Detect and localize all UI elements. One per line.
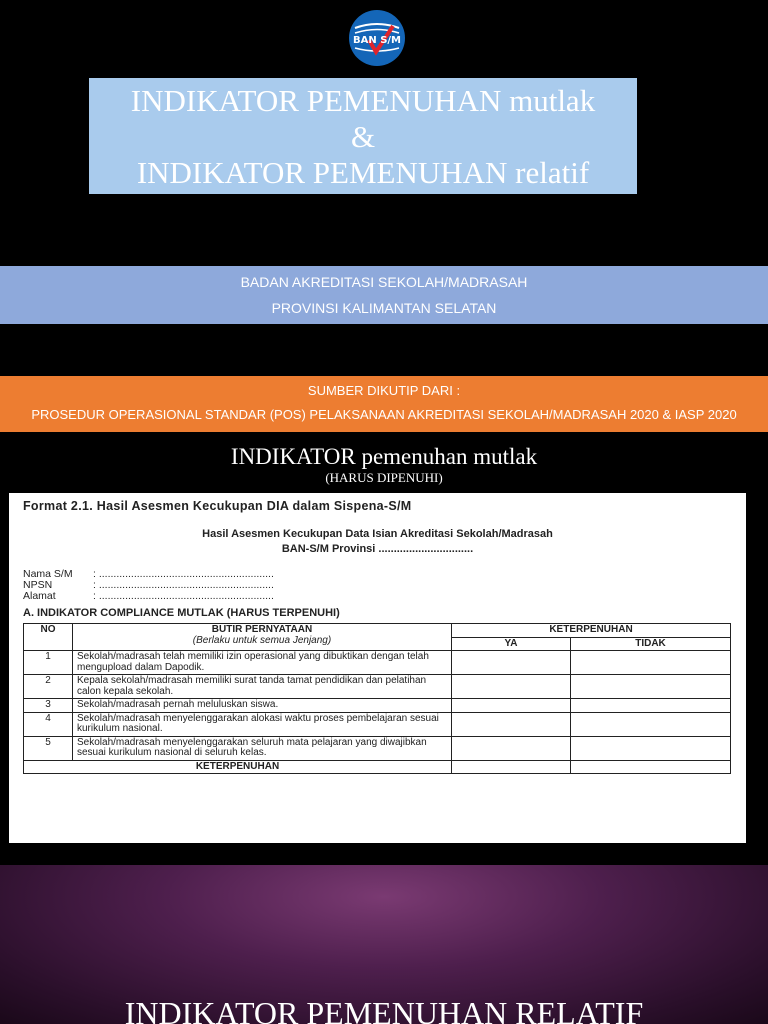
row-no: 1 [24,651,73,675]
ban-sm-logo-icon [349,10,405,66]
doc-format-heading: Format 2.1. Hasil Asesmen Kecukupan DIA dalam Sispena-S/M [23,499,412,513]
th-butir-label: BUTIR PERNYATAAN [211,624,313,635]
title-box [89,78,637,194]
row-no: 5 [24,736,73,760]
table-footer-label: KETERPENUHAN [24,760,452,774]
row-ya-cell [452,712,571,736]
row-no: 2 [24,675,73,699]
th-tidak: TIDAK [571,637,731,651]
th-butir [73,624,452,651]
source-band [0,376,768,432]
footer-tidak-cell [571,760,731,774]
org-line-2: PROVINSI KALIMANTAN SELATAN [271,300,497,316]
ban-sm-logo [349,10,405,66]
row-tidak-cell [571,675,731,699]
ident-label: Alamat [23,590,56,602]
row-no: 4 [24,712,73,736]
ident-label: Nama S/M [23,568,73,580]
table-row [24,675,731,699]
compliance-table [23,623,731,774]
row-ya-cell [452,736,571,760]
table-row [24,712,731,736]
table-header-row [24,624,731,638]
row-text: Kepala sekolah/madrasah memiliki surat tanda tamat pendidikan dan pelatihan calon kepala sekolah. [73,675,452,699]
row-no: 3 [24,699,73,713]
th-no: NO [24,624,73,651]
row-text: Sekolah/madrasah menyelenggarakan seluruh mata pelajaran yang diwajibkan sesuai kurikulum nasional di seluruh kelas. [73,736,452,760]
footer-ya-cell [452,760,571,774]
th-ya: YA [452,637,571,651]
ident-value: : ............................................................ [93,590,274,602]
next-slide-title: INDIKATOR PEMENUHAN RELATIF [124,995,644,1024]
document-excerpt [9,493,746,843]
table-footer-row [24,760,731,774]
section-title-sub: (HARUS DIPENUHI) [325,470,443,485]
ident-value: : ............................................................ [93,579,274,591]
title-line-2: & [350,119,376,154]
table-row [24,651,731,675]
row-tidak-cell [571,699,731,713]
row-ya-cell [452,699,571,713]
title-line-3: INDIKATOR PEMENUHAN relatif [136,155,590,190]
doc-section-a: A. INDIKATOR COMPLIANCE MUTLAK (HARUS TERPENUHI) [23,607,340,619]
doc-identity [23,569,732,602]
section-title [0,444,768,485]
row-text: Sekolah/madrasah telah memiliki izin operasional yang dibuktikan dengan telah mengupload dalam Dapodik. [73,651,452,675]
row-text: Sekolah/madrasah menyelenggarakan alokasi waktu proses pembelajaran sesuai kurikulum nasional. [73,712,452,736]
table-row [24,699,731,713]
svg-text:BAN S/M: BAN S/M [352,35,402,46]
source-line-1: SUMBER DIKUTIP DARI : [307,383,461,398]
doc-hasil-heading [23,527,732,557]
table-row [24,736,731,760]
row-tidak-cell [571,651,731,675]
organization-band [0,266,768,324]
row-ya-cell [452,675,571,699]
doc-hasil-line-1: Hasil Asesmen Kecukupan Data Isian Akreditasi Sekolah/Madrasah [202,528,553,540]
section-title-main: INDIKATOR pemenuhan mutlak [230,444,538,469]
row-text: Sekolah/madrasah pernah meluluskan siswa. [73,699,452,713]
row-tidak-cell [571,712,731,736]
ident-value: : ............................................................ [93,568,274,580]
title-line-1: INDIKATOR PEMENUHAN mutlak [130,83,596,118]
th-butir-sub: (Berlaku untuk semua Jenjang) [192,634,332,646]
row-tidak-cell [571,736,731,760]
row-ya-cell [452,651,571,675]
ident-label: NPSN [23,579,53,591]
th-keterpenuhan: KETERPENUHAN [452,624,731,638]
next-slide-preview [0,865,768,1024]
org-line-1: BADAN AKREDITASI SEKOLAH/MADRASAH [240,274,528,290]
doc-hasil-line-2: BAN-S/M Provinsi ............................... [281,543,474,555]
source-line-2: PROSEDUR OPERASIONAL STANDAR (POS) PELAKSANAAN AKREDITASI SEKOLAH/MADRASAH 2020 & IASP 2020 [31,407,737,422]
ident-row [23,591,732,602]
